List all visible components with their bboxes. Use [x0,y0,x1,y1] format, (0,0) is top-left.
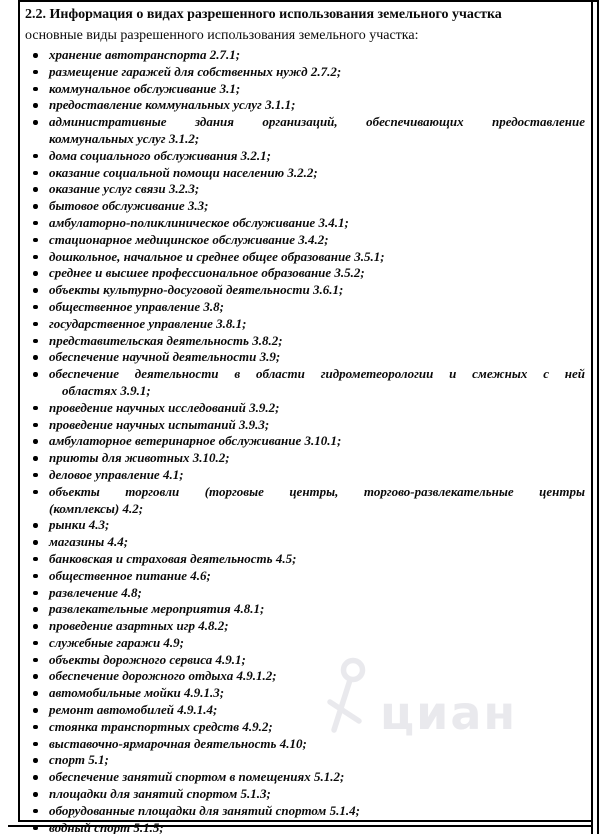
list-item-text: представительская деятельность 3.8.2; [49,332,283,348]
list-item [25,635,585,652]
list-item-text: обеспечение занятий спортом в помещениях 5.1.2; [49,769,345,785]
list-item-text: объекты дорожного сервиса 4.9.1; [49,651,246,667]
bullet-icon [25,635,49,652]
list-item [25,517,585,534]
list-item-text: объекты культурно-досуговой деятельности 3.6.1; [49,282,344,298]
list-item [25,450,585,467]
bullet-icon [25,702,49,719]
bullet-icon [25,366,49,400]
bullet-icon [25,534,49,551]
bullet-icon [25,551,49,568]
list-item-text: приюты для животных 3.10.2; [49,450,230,466]
list-item [25,349,585,366]
list-item [25,215,585,232]
bullet-icon [25,249,49,266]
bullet-icon [25,299,49,316]
list-item-text: обеспечение деятельности в области гидрометеорологии и смежных с ней областях 3.9.1; [49,366,585,398]
bullet-icon [25,618,49,635]
bullet-icon [25,181,49,198]
list-item-text: обеспечение научной деятельности 3.9; [49,349,281,365]
bullet-icon [25,668,49,685]
list-item [25,484,585,518]
bullet-icon [25,349,49,366]
list-item [25,64,585,81]
list-item [25,752,585,769]
bullet-icon [25,148,49,165]
list-item-text: дошкольное, начальное и среднее общее образование 3.5.1; [49,248,385,264]
bullet-icon [25,803,49,820]
list-item [25,282,585,299]
list-item [25,769,585,786]
bullet-icon [25,450,49,467]
list-item [25,333,585,350]
list-item-text: административные здания организаций, обеспечивающих предоставление коммунальных услуг 3.1.2; [49,114,585,146]
list-item [25,652,585,669]
list-item [25,601,585,618]
bullet-icon [25,417,49,434]
list-item-text: обеспечение дорожного отдыха 4.9.1.2; [49,668,277,684]
list-item-text: автомобильные мойки 4.9.1.3; [49,685,225,701]
list-item-text: площадки для занятий спортом 5.1.3; [49,786,271,802]
list-item [25,534,585,551]
list-item [25,618,585,635]
bullet-icon [25,198,49,215]
list-item [25,316,585,333]
list-item-text: амбулаторное ветеринарное обслуживание 3.10.1; [49,433,342,449]
list-item [25,820,585,834]
bullet-icon [25,400,49,417]
list-item-text: размещение гаражей для собственных нужд 2.7.2; [49,63,342,79]
bullet-icon [25,282,49,299]
list-item [25,81,585,98]
bullet-icon [25,786,49,803]
list-item-text: хранение автотранспорта 2.7.1; [49,47,241,62]
list-item-text: дома социального обслуживания 3.2.1; [49,147,271,163]
bullet-icon [25,81,49,98]
bullet-icon [25,517,49,534]
list-item [25,249,585,266]
list-item [25,417,585,434]
list-item [25,568,585,585]
bullet-icon [25,47,49,64]
list-item [25,719,585,736]
list-item-text: деловое управление 4.1; [49,466,184,482]
list-item-text: оборудованные площадки для занятий спортом 5.1.4; [49,802,360,818]
bullet-icon [25,333,49,350]
list-item-text: среднее и высшее профессиональное образование 3.5.2; [49,265,365,281]
list-item-text: выставочно-ярмарочная деятельность 4.10; [49,735,307,751]
bullet-icon [25,433,49,450]
list-item-text: коммунальное обслуживание 3.1; [49,80,241,96]
cian-watermark-text: циан [380,686,518,740]
bullet-icon [25,568,49,585]
list-item-text: предоставление коммунальных услуг 3.1.1; [49,97,296,113]
list-item-text: оказание услуг связи 3.2.3; [49,181,200,197]
list-item-text: стоянка транспортных средств 4.9.2; [49,718,273,734]
list-item [25,786,585,803]
list-item-text: общественное питание 4.6; [49,567,211,583]
bullet-icon [25,265,49,282]
list-item [25,551,585,568]
bullet-icon [25,736,49,753]
list-item [25,803,585,820]
section-title: 2.2. Информация о видах разрешенного использования земельного участка [25,7,502,22]
list-item [25,585,585,602]
bullet-icon [25,316,49,333]
list-item-text: государственное управление 3.8.1; [49,315,247,331]
list-item [25,433,585,450]
bullet-icon [25,601,49,618]
list-item [25,181,585,198]
list-item [25,114,585,148]
list-item [25,198,585,215]
bullet-icon [25,97,49,114]
list-item [25,400,585,417]
list-item [25,736,585,753]
list-item-text: развлечение 4.8; [49,584,142,600]
bullet-icon [25,484,49,518]
list-item [25,366,585,400]
bullet-icon [25,752,49,769]
list-item-text: служебные гаражи 4.9; [49,634,185,650]
list-item-text: стационарное медицинское обслуживание 3.4.2; [49,231,329,247]
bullet-icon [25,232,49,249]
use-types-list [25,47,585,834]
list-item-text: объекты торговли (торговые центры, торгово-развлекательные центры (комплексы) 4.2; [49,483,585,516]
list-item [25,148,585,165]
list-item-text: банковская и страховая деятельность 4.5; [49,550,297,566]
list-item-text: спорт 5.1; [49,752,109,768]
list-item [25,232,585,249]
list-item-text: оказание социальной помощи населению 3.2.2; [49,164,318,180]
bullet-icon [25,685,49,702]
list-item [25,299,585,316]
list-item [25,467,585,484]
list-item-text: водный спорт 5.1.5; [49,819,164,834]
list-item-text: магазины 4.4; [49,534,129,550]
bullet-icon [25,64,49,81]
list-item [25,685,585,702]
bullet-icon [25,114,49,148]
bullet-icon [25,719,49,736]
list-item-text: общественное управление 3.8; [49,298,224,314]
list-item [25,47,585,64]
list-item-text: проведение научных исследований 3.9.2; [49,399,280,415]
bullet-icon [25,215,49,232]
list-item [25,97,585,114]
list-item-text: проведение азартных игр 4.8.2; [49,618,229,634]
list-item [25,165,585,182]
list-item-text: бытовое обслуживание 3.3; [49,198,209,214]
bullet-icon [25,820,49,834]
list-item-text: рынки 4.3; [49,517,110,533]
list-intro: основные виды разрешенного использования земельного участка: [25,28,419,43]
list-item-text: амбулаторно-поликлиническое обслуживание 3.4.1; [49,214,349,230]
bullet-icon [25,585,49,602]
list-item [25,668,585,685]
list-item [25,702,585,719]
bullet-icon [25,467,49,484]
list-item-text: проведение научных испытаний 3.9.3; [49,416,270,432]
bullet-icon [25,769,49,786]
list-item-text: развлекательные мероприятия 4.8.1; [49,601,265,617]
list-item [25,265,585,282]
bullet-icon [25,165,49,182]
bullet-icon [25,652,49,669]
list-item-text: ремонт автомобилей 4.9.1.4; [49,702,218,718]
